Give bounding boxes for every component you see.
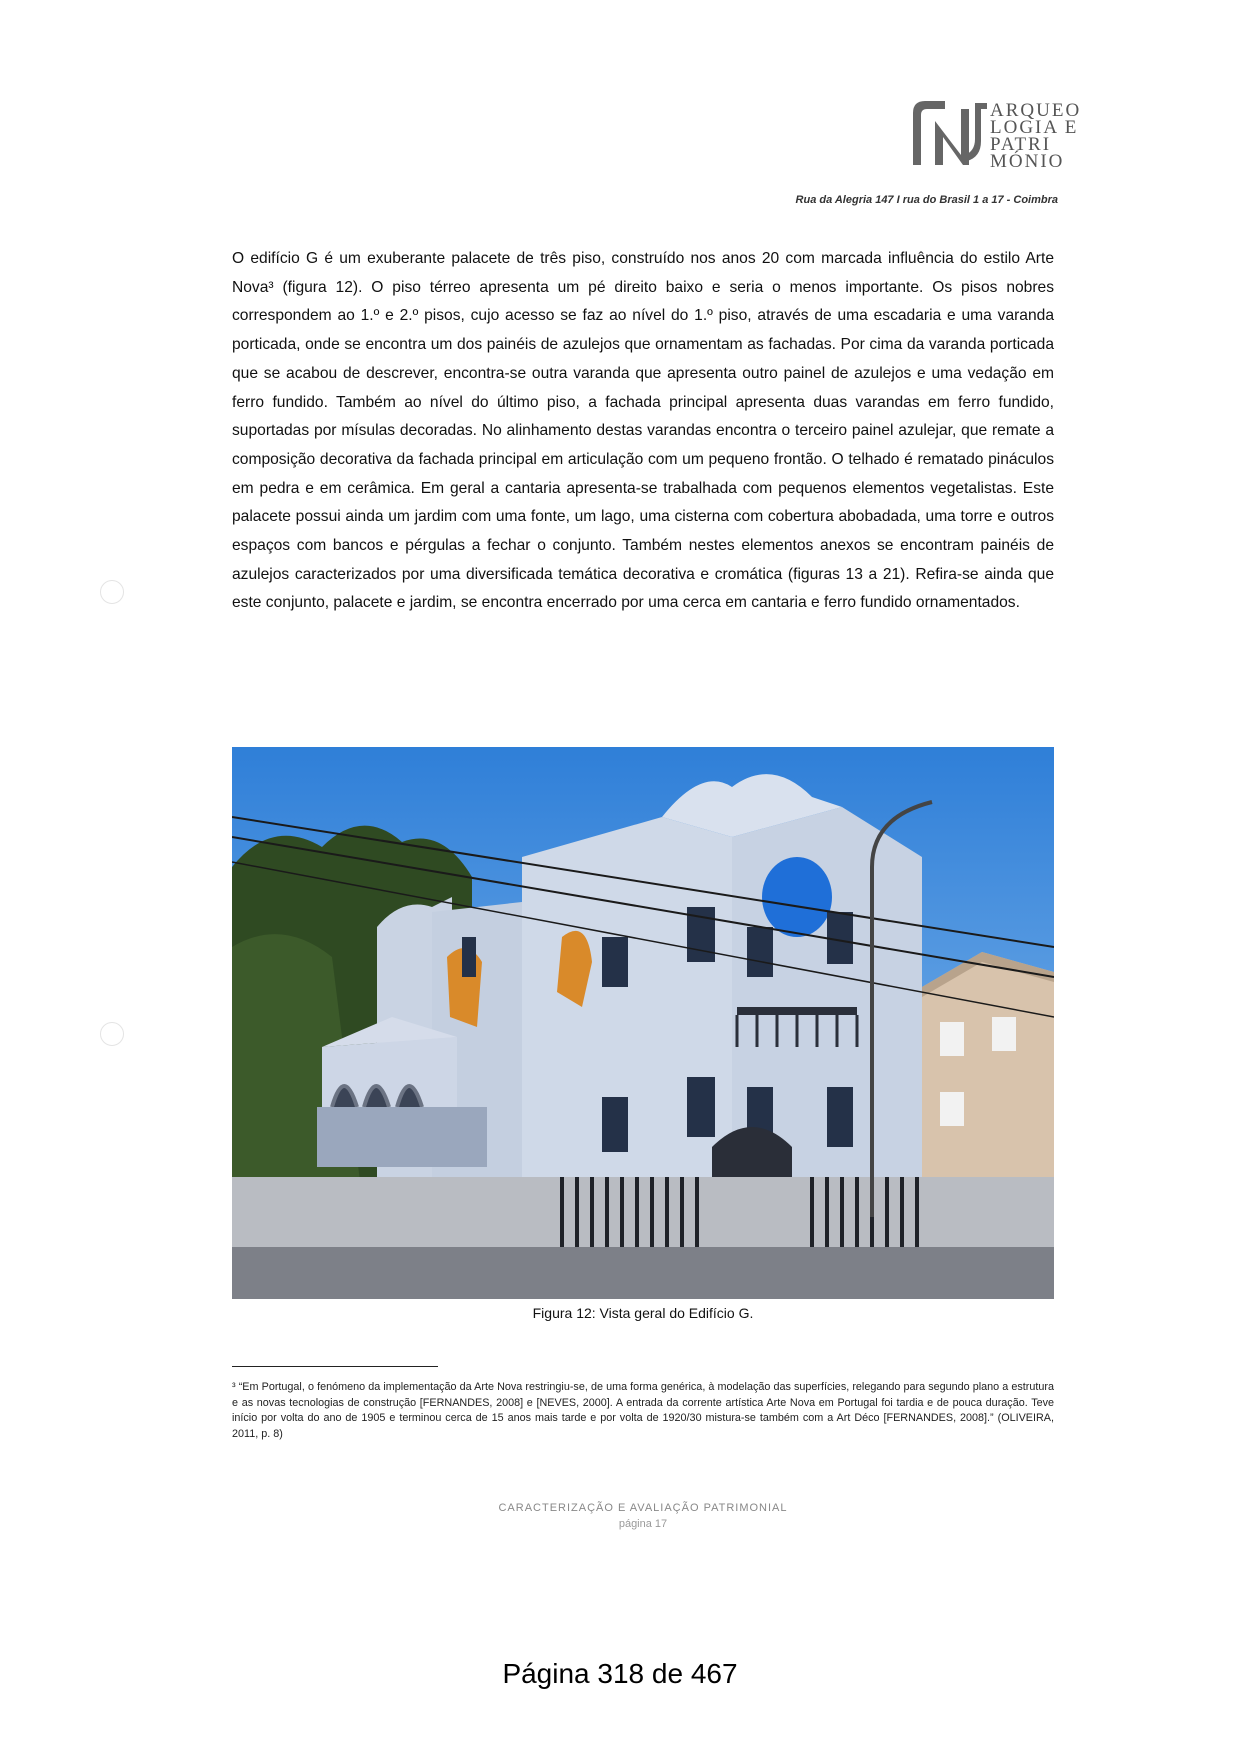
logo-line: MÓNIO (990, 151, 1065, 172)
main-paragraph: O edifício G é um exuberante palacete de três piso, construído nos anos 20 com marcada influência do estilo Arte Nova³ (figura 12). O piso térreo apresenta um pé direito baixo e seria o menos importante. Os pisos nobres correspondem ao 1.º e 2.º pisos, cujo acesso se faz ao nível do 1.º piso, através de uma escadaria e uma varanda porticada, onde se encontra um dos painéis de azulejos que ornamentam as fachadas. Por cima da varanda porticada que se acabou de descrever, encontra-se outra varanda que apresenta outro painel de azulejos e uma vedação em ferro fundido. Também ao nível do último piso, a fachada principal apresenta duas varandas em ferro fundido, suportadas por mísulas decoradas. No alinhamento destas varandas encontra o terceiro painel azulejar, que remate a composição decorativa da fachada principal em articulação com um pequeno frontão. O telhado é rematado pináculos em pedra e em cerâmica. Em geral a cantaria apresenta-se trabalhada com pequenos elementos vegetalistas. Este palacete possui ainda um jardim com uma fonte, um lago, uma cisterna com cobertura abobadada, uma torre e outros espaços com bancos e pérgulas a fechar o conjunto. Também nestes elementos anexos se encontram painéis de azulejos caracterizados por uma diversificada temática decorativa e cromática (figuras 13 a 21). Refira-se ainda que este conjunto, palacete e jardim, se encontra encerrado por uma cerca em cantaria e ferro fundido ornamentados. (232, 250, 1054, 612)
figure-caption: Figura 12: Vista geral do Edifício G. (532, 1305, 754, 1321)
logo-line: PATRI (990, 134, 1052, 155)
building-photo (232, 747, 1054, 1299)
footer-title: CARACTERIZAÇÃO E AVALIAÇÃO PATRIMONIAL (498, 1502, 788, 1514)
punch-hole-mark (100, 580, 124, 604)
main-paragraph-block (232, 245, 1054, 618)
footer-page-number: página 17 (618, 1518, 668, 1530)
footnote: ³ “Em Portugal, o fenómeno da implementação da Arte Nova restringiu-se, de uma forma genérica, à modelação das superfícies, relegando para segundo plano a estrutura e as novas tecnologias de construção [FERNANDES, 2008] e [NEVES, 2000]. A entrada da corrente artística Arte Nova em Portugal foi tardia e de pouca duração. Teve início por volta do ano de 1905 e terminou cerca de 15 anos mais tarde e por volta de 1920/30 mistura-se também com a Art Déco [FERNANDES, 2008].” (OLIVEIRA, 2011, p. 8) (232, 1381, 1054, 1440)
footnote-divider (232, 1366, 438, 1367)
header-address: Rua da Alegria 147 I rua do Brasil 1 a 17 - Coimbra (795, 194, 1058, 206)
page-counter: Página 318 de 467 (502, 1658, 738, 1689)
logo-line: LOGIA E (990, 117, 1079, 138)
logo-wordmark (990, 102, 1081, 170)
logo-line: ARQUEO (990, 100, 1082, 121)
punch-hole-mark (100, 1022, 124, 1046)
